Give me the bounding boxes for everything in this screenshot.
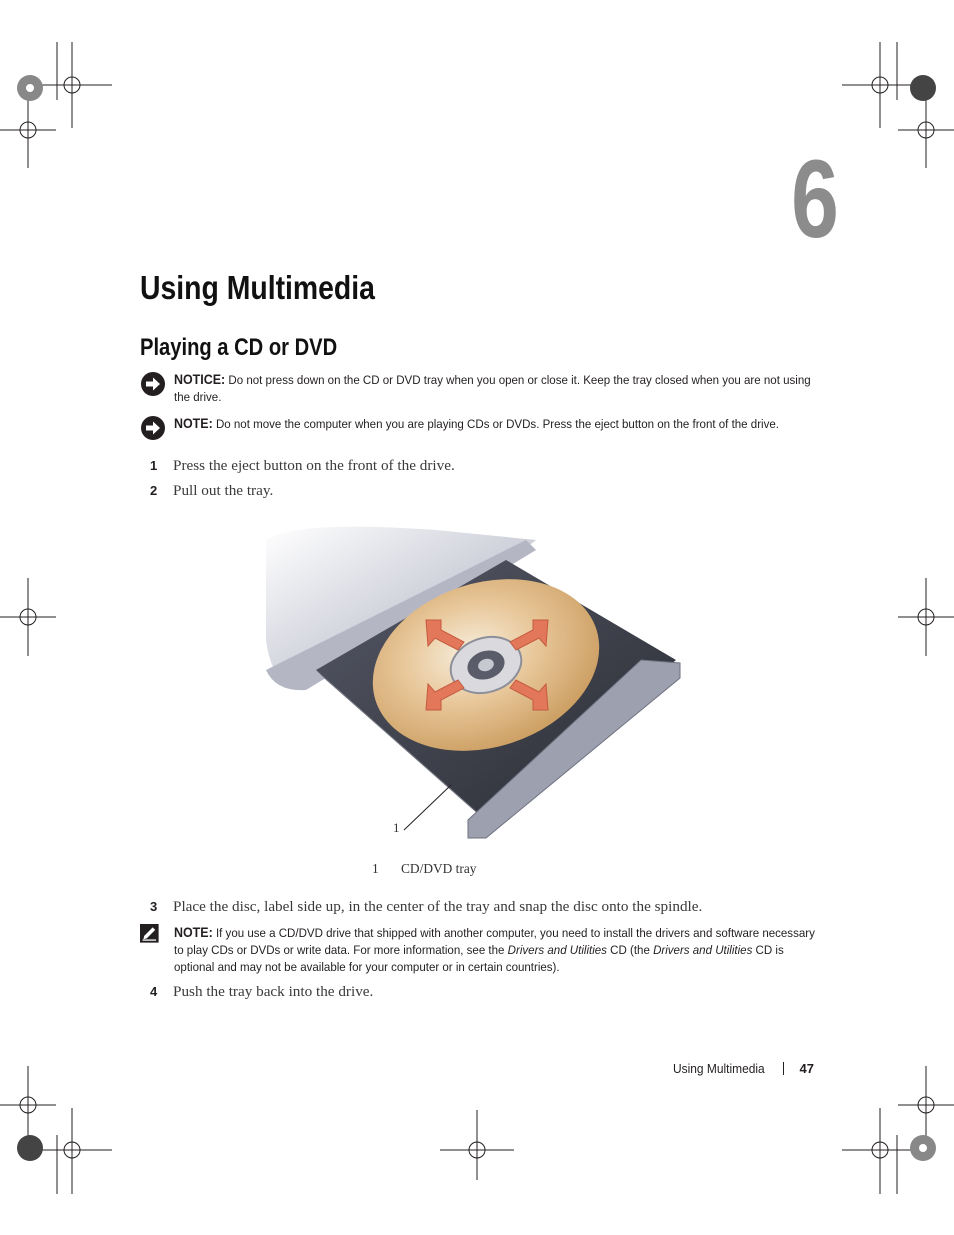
step-item [150,897,702,917]
note-text: CD is optional and may not be available for your computer or in certain countries). [174,943,784,974]
step-item [150,456,455,476]
note-label: NOTE: [174,416,213,431]
step-text: Pull out the tray. [173,482,274,499]
note-block [140,924,815,976]
footer-divider [783,1062,784,1075]
footer-section: Using Multimedia [672,1061,765,1076]
step-number: 3 [150,899,158,914]
note-italic-title: Drivers and Utilities [653,943,753,957]
note-block [140,415,800,433]
step-text: Push the tray back into the drive. [173,983,374,1000]
notice-block [140,371,811,406]
note-text: If you use a CD/DVD drive that shipped with another computer, you need to install the drivers and software necessary to play CDs or DVDs or write data. For more information, see the [174,926,815,957]
note-text: CD (the [610,943,650,957]
note-text: Do not move the computer when you are playing CDs or DVDs. Press the eject button on the front of the drive. [215,417,779,431]
section-title: Playing a CD or DVD [140,334,338,361]
step-item [150,982,373,1002]
cd-tray-illustration [236,520,682,850]
figure-callout: 1 [393,820,400,835]
step-item [150,481,273,501]
chapter-title: Using Multimedia [140,269,375,306]
figure-caption [372,861,477,877]
notice-arrow-icon [140,415,166,441]
note-pencil-icon [140,924,162,946]
step-text: Press the eject button on the front of the drive. [173,457,455,474]
page-footer [600,1061,814,1076]
note-italic-title: Drivers and Utilities [507,943,607,957]
step-number: 1 [150,458,158,473]
step-number: 4 [150,984,158,999]
step-number: 2 [150,483,158,498]
chapter-number: 6 [791,138,839,261]
notice-text: Do not press down on the CD or DVD tray when you open or close it. Keep the tray closed when you are not using the drive. [174,373,811,404]
caption-number: 1 [372,861,379,876]
step-text: Place the disc, label side up, in the center of the tray and snap the disc onto the spindle. [173,898,703,915]
page-number: 47 [799,1061,814,1076]
caption-text: CD/DVD tray [401,861,477,876]
notice-arrow-icon [140,371,166,397]
note-label: NOTE: [174,925,213,940]
notice-label: NOTICE: [174,372,226,387]
